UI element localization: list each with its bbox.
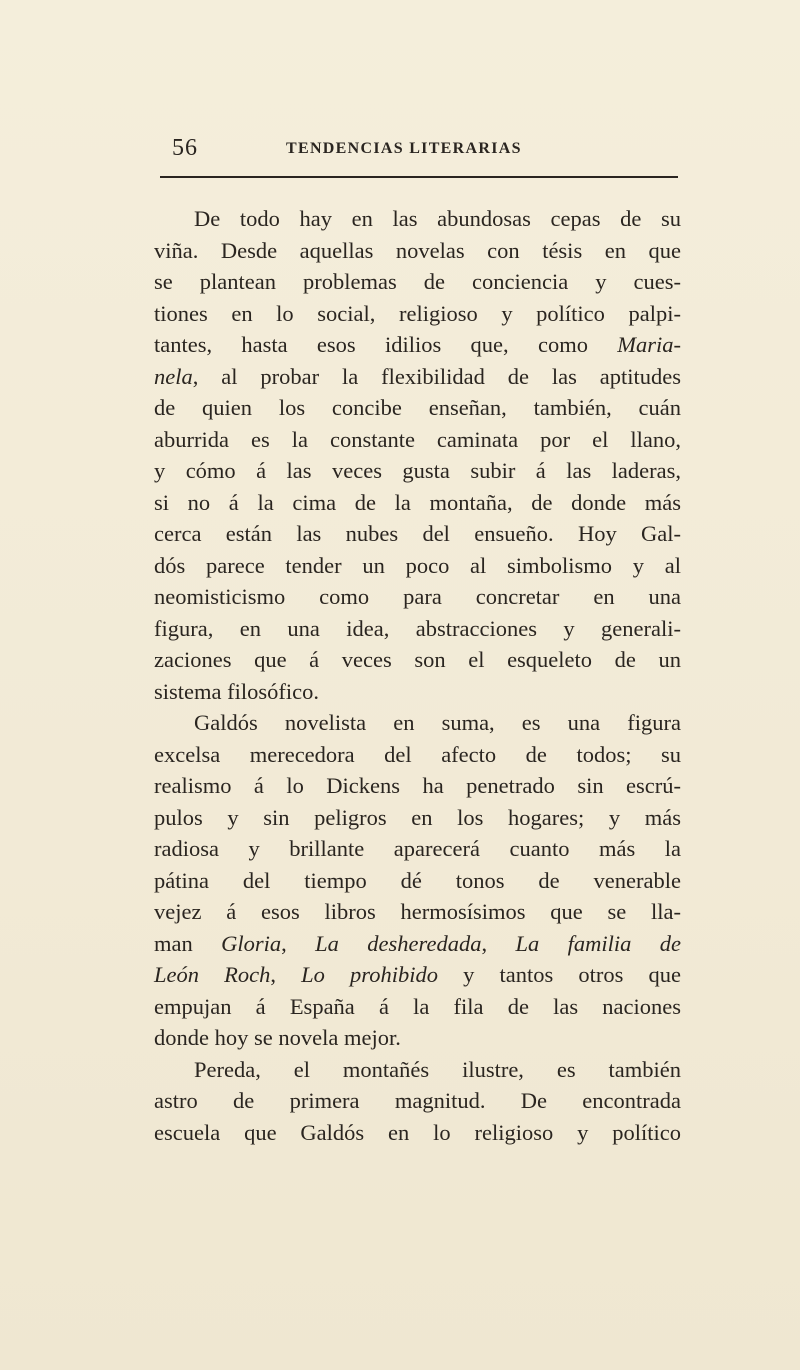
page-header: [160, 135, 678, 165]
text-line: radiosa y brillante aparecerá cuanto más la: [154, 836, 681, 861]
title-italic: La familia de: [515, 930, 681, 956]
title-italic: León Roch: [154, 962, 271, 987]
text-line: excelsa merecedora del afecto de todos; su: [154, 741, 681, 767]
text-line: tantes, hasta esos idilios que, como Maria-: [154, 332, 681, 357]
text-line: pulos y sin peligros en los hogares; y más: [154, 804, 681, 830]
text-line: realismo á lo Dickens ha penetrado sin escrú-: [154, 773, 681, 798]
text-line: y cómo á las veces gusta subir á las laderas,: [154, 458, 681, 483]
text-line: Galdós novelista en suma, es una figura: [194, 710, 681, 735]
title-italic: nela: [154, 363, 193, 389]
text-line: nela, al probar la flexibilidad de las aptitudes: [154, 363, 681, 389]
title-italic: La desheredada: [315, 930, 482, 956]
title-italic: Maria-: [617, 332, 681, 357]
text-line: dós parece tender un poco al simbolismo y al: [154, 552, 681, 578]
running-head: TENDENCIAS LITERARIAS: [286, 140, 522, 157]
text-line: astro de primera magnitud. De encontrada: [154, 1088, 681, 1113]
text-line: sistema filosófico.: [154, 678, 319, 704]
text-line: Pereda, el montañés ilustre, es también: [194, 1056, 681, 1082]
title-italic: Lo prohibido: [301, 962, 438, 987]
text-line: pátina del tiempo dé tonos de venerable: [154, 867, 681, 893]
body-text: [154, 203, 681, 1148]
text-line: donde hoy se novela mejor.: [154, 1025, 401, 1050]
text-line: viña. Desde aquellas novelas con tésis en que: [154, 237, 681, 263]
text-line: cerca están las nubes del ensueño. Hoy Gal-: [154, 521, 681, 546]
text-line: neomisticismo como para concretar en una: [154, 584, 681, 609]
text-line: vejez á esos libros hermosísimos que se lla-: [154, 899, 681, 924]
text-line: figura, en una idea, abstracciones y generali-: [154, 615, 681, 641]
text-line: aburrida es la constante caminata por el llano,: [154, 426, 681, 452]
header-rule: [160, 176, 678, 178]
text-line: escuela que Galdós en lo religioso y político: [154, 1119, 681, 1145]
text-line: tiones en lo social, religioso y político palpi-: [154, 300, 681, 326]
title-italic: Gloria: [221, 930, 282, 956]
text-line: León Roch, Lo prohibido y tantos otros que: [154, 962, 682, 987]
page-number: 56: [172, 135, 198, 161]
text-line: De todo hay en las abundosas cepas de su: [194, 206, 681, 231]
text-line: zaciones que á veces son el esqueleto de un: [154, 647, 681, 672]
text-line: man Gloria, La desheredada, La familia de: [154, 930, 681, 956]
text-line: empujan á España á la fila de las naciones: [154, 993, 681, 1019]
text-line: se plantean problemas de conciencia y cues-: [154, 269, 681, 294]
text-line: si no á la cima de la montaña, de donde más: [154, 489, 681, 515]
text-line: de quien los concibe enseñan, también, cuán: [154, 395, 681, 420]
